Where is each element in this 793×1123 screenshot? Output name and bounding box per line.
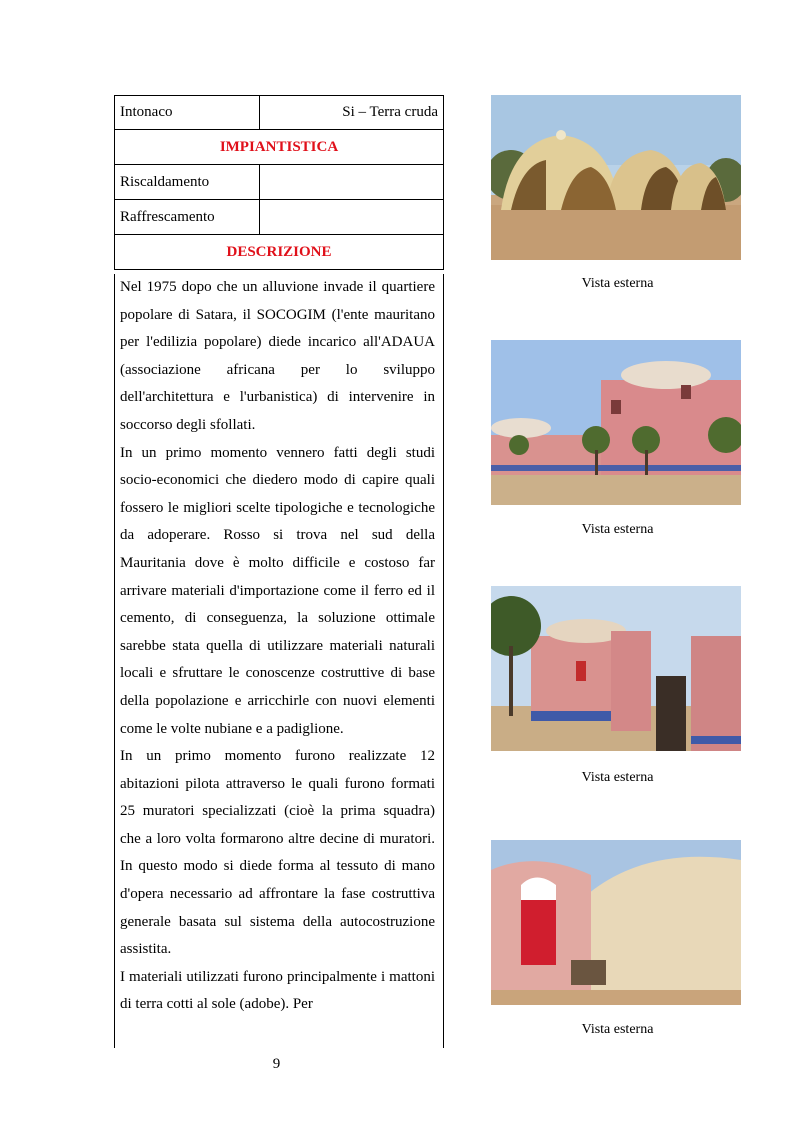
table-label: Intonaco <box>115 96 260 129</box>
photo-courtyard <box>491 586 741 751</box>
table-row-raffrescamento <box>114 200 444 235</box>
table-label: Raffrescamento <box>115 200 260 234</box>
table-row-intonaco <box>114 95 444 130</box>
table-row-riscaldamento <box>114 165 444 200</box>
table-value <box>260 165 443 199</box>
section-title: IMPIANTISTICA <box>219 138 339 155</box>
table-value <box>260 200 443 234</box>
paragraph: Nel 1975 dopo che un alluvione invade il quartiere popolare di Satara, il SOCOGIM (l'ente mauritano per l'edilizia popolare) diede incarico all'ADAUA (associazione africana per lo sviluppo dell'architettura e l'urbanistica) di intervenire in soccorso degli sfollati. <box>120 279 435 433</box>
paragraph: I materiali utilizzati furono principalmente i mattoni di terra cotti al sole (adobe). Per <box>120 968 435 1013</box>
photo-domes-image <box>491 95 741 260</box>
photo-courtyard-image <box>491 586 741 751</box>
photo-dome-detail-image <box>491 840 741 1005</box>
table-label: Riscaldamento <box>115 165 260 199</box>
paragraph: In un primo momento furono realizzate 12 abitazioni pilota attraverso le quali furono formati 25 muratori specializzati (cioè la prima squadra) che a loro volta formarono altre decine di muratori. In questo modo si diede forma al tessuto di mano d'opera necessario ad affrontare la fase costruttiva generale basata sul sistema della autocostruzione assistita. <box>120 748 435 958</box>
paragraph: In un primo momento vennero fatti degli studi socio-economici che diedero modo di capire quali fossero le migliori scelte tipologiche e tecnologiche da adoperare. Rosso si trova nel sud della Mauritania dove è molto difficile e costoso far arrivare materiali d'importazione come il ferro ed il cemento, di conseguenza, la soluzione ottimale sarebbe stata quella di utilizzare materiali naturali locali e sfruttare le conoscenze costruttive di base della popolazione e arricchirle con nuovi elementi come le volte nubiane e a padiglione. <box>120 444 435 737</box>
photo-caption: Vista esterna <box>581 522 654 537</box>
section-title: DESCRIZIONE <box>226 243 332 260</box>
section-header-descrizione <box>114 235 444 270</box>
building-table <box>114 95 444 270</box>
photo-caption: Vista esterna <box>581 1022 654 1037</box>
description-text <box>114 274 444 1048</box>
photo-domes <box>491 95 741 260</box>
photo-caption: Vista esterna <box>581 276 654 291</box>
photo-caption: Vista esterna <box>581 770 654 785</box>
photo-pink-building-image <box>491 340 741 505</box>
table-value: Si – Terra cruda <box>342 104 438 120</box>
section-header-impiantistica <box>114 130 444 165</box>
photo-pink-building <box>491 340 741 505</box>
page-number: 9 <box>272 1056 281 1072</box>
photo-dome-detail <box>491 840 741 1005</box>
